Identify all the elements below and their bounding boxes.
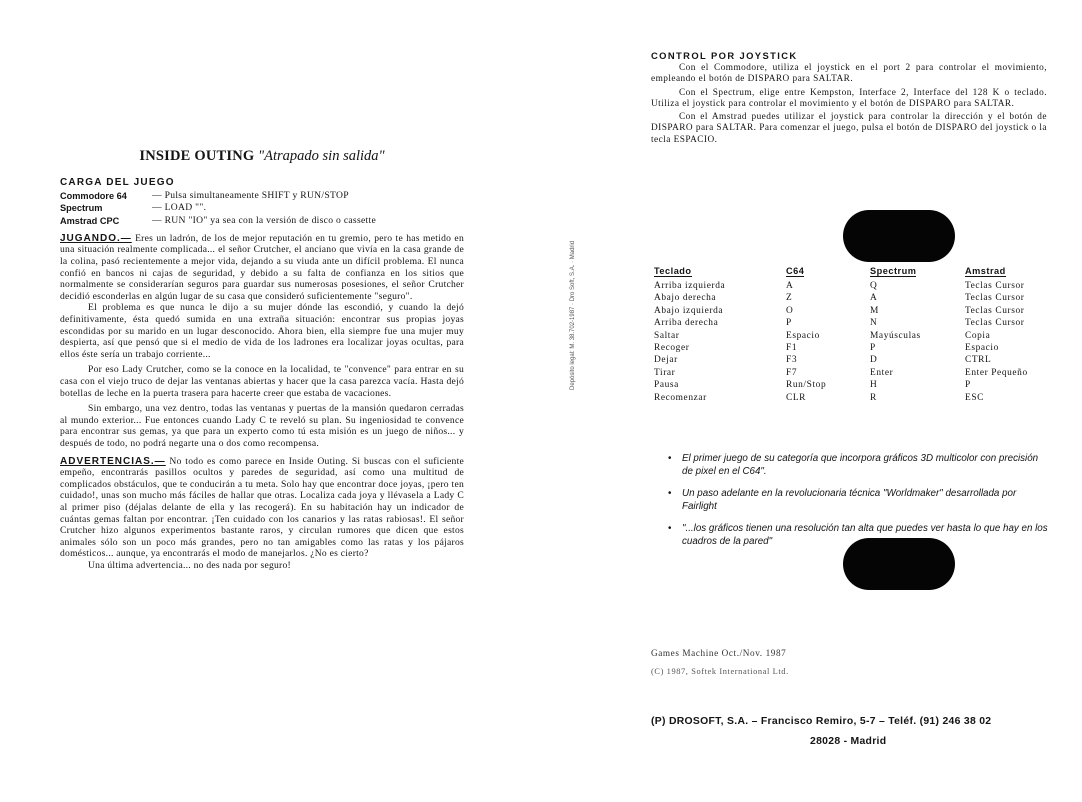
table-cell: Espacio [965, 343, 999, 354]
table-row [654, 354, 1050, 366]
table-cell: CLR [786, 392, 807, 403]
table-cell: F1 [786, 343, 798, 354]
table-cell: Espacio [786, 330, 820, 341]
loading-label: Commodore 64 [60, 191, 127, 201]
playing-text: Eres un ladrón, de los de mejor reputación en tu gremio, pero te has metido en una situación realmente complicada... el señor Crutcher, el anciano que vivía en la casa grande de la colina, pasó recientemente a mejor vida, dejando a su viuda ante un difícil problema. El nunca confió en bancos ni cajas de seguridad, y debido a su falta de confianza en los sitios que normalmente se considerarían seguros para guardar sus numerosas posesiones, el señor Crutcher decidió esconderlas en algún lugar de su casa que consideró suficientemente "seguro". [60, 232, 464, 302]
table-cell: Enter [870, 367, 894, 378]
playing-paragraph-1 [60, 233, 464, 303]
spine-text: Depósito legal: M. 38.702-1987 · Dro Soft, S.A. · Madrid [570, 240, 576, 390]
table-cell: R [870, 392, 877, 403]
publisher-city: 28028 - Madrid [810, 736, 887, 747]
playing-heading: JUGANDO.— [60, 232, 132, 244]
table-row [654, 292, 1050, 304]
table-cell: A [786, 281, 794, 291]
loading-label: Spectrum [60, 203, 103, 214]
loading-row-amstrad [60, 215, 464, 227]
quote-source: Games Machine Oct./Nov. 1987 [651, 648, 787, 658]
controls-header: Teclado [654, 266, 692, 276]
publisher-address: (P) DROSOFT, S.A. – Francisco Remiro, 5-7 – Teléf. (91) 246 38 02 [651, 716, 992, 727]
black-blob-bottom [843, 538, 955, 590]
table-cell: P [870, 343, 876, 354]
table-row [654, 379, 1050, 391]
table-cell: Teclas Cursor [965, 305, 1025, 316]
table-row [654, 392, 1050, 404]
table-cell: Recomenzar [654, 392, 707, 403]
table-cell: A [870, 293, 878, 304]
table-cell: Abajo derecha [654, 293, 717, 304]
table-cell: ESC [965, 392, 984, 403]
title-subtitle: "Atrapado sin salida" [258, 148, 385, 164]
table-cell: Teclas Cursor [965, 318, 1025, 329]
bullet-icon: • [668, 522, 672, 534]
quote-text: Un paso adelante en la revolucionaria técnica "Worldmaker" desarrollada por Fairlight [682, 487, 1017, 513]
table-cell: Pausa [654, 380, 679, 391]
table-cell: N [870, 318, 878, 329]
bullet-icon: • [668, 453, 672, 464]
table-cell: M [870, 305, 879, 316]
loading-row-spectrum [60, 202, 464, 214]
warnings-paragraph-2: Una última advertencia... no des nada por seguro! [88, 559, 291, 571]
table-cell: H [870, 380, 878, 391]
quote-text: El primer juego de su categoría que incorpora gráficos 3D multicolor con precisión de pixel en el C64". [682, 453, 1039, 478]
joystick-paragraph-spectrum: Con el Spectrum, elige entre Kempston, Interface 2, Interface del 128 K o teclado. Utiliza el joystick para controlar el movimiento y el botón de DISPARO para SALTAR. [651, 87, 1047, 109]
table-row [654, 342, 1050, 354]
table-cell: Teclas Cursor [965, 293, 1025, 304]
loading-value: — LOAD "". [152, 202, 207, 214]
table-row [654, 367, 1050, 379]
playing-paragraph-3: Por eso Lady Crutcher, como se la conoce en la localidad, te "convence" para entrar en su casa con el viejo truco de dejar las ventanas abiertas y hacer que la casa parezca vacía. Hasta dejó botellas de leche en la puerta trasera para hacerte creer que estaba de vacaciones. [60, 364, 464, 399]
joystick-heading: CONTROL POR JOYSTICK [651, 50, 798, 61]
table-cell: Arriba derecha [654, 318, 719, 329]
copyright: (C) 1987, Softek International Ltd. [651, 667, 789, 676]
table-cell: O [786, 305, 794, 316]
loading-heading: CARGA DEL JUEGO [60, 177, 175, 188]
table-cell: Abajo izquierda [654, 305, 724, 316]
table-row [654, 330, 1050, 342]
table-cell: Saltar [654, 330, 680, 341]
black-blob-top [843, 210, 955, 262]
table-cell: P [965, 380, 971, 391]
playing-paragraph-4: Sin embargo, una vez dentro, todas las ventanas y puertas de la mansión quedaron cerradas al mundo exterior... Fue entonces cuando Lady C te reveló su plan. Su ingeniosidad te convence para encontrar sus gemas, ya que para un experto como tú esta misión es un juego de niños... y después de todo, no podrá negarte una o dos como recompensa. [60, 403, 464, 449]
controls-header-row [654, 266, 1050, 280]
game-title [60, 148, 464, 165]
bullet-icon: • [668, 487, 672, 499]
table-cell: D [870, 355, 878, 366]
joystick-paragraph-c64: Con el Commodore, utiliza el joystick en el port 2 para controlar el movimiento, empleando el botón de DISPARO para SALTAR. [651, 63, 1047, 85]
warnings-heading: ADVERTENCIAS.— [60, 455, 166, 467]
title-main: INSIDE OUTING [139, 148, 255, 164]
controls-header: Spectrum [870, 266, 917, 276]
left-column [60, 148, 464, 572]
table-cell: F3 [786, 355, 798, 366]
warnings-text: No todo es como parece en Inside Outing. Si buscas con el suficiente empeño, encontrarás pasillos ocultos y paredes de seguridad, así como una multitud de complicados obstáculos, que te conducirán a tu meta. Solo hay que encontrar doce joyas, ¡pero ten cuidado!, unas son mucho más fáciles de hallar que otras. Localiza cada joya y llévasela a Lady C al primer piso (déjalas delante de ella y las recogerá). En su habitación hay un indicador de cuántas gemas faltan por encontrar. ¡Ten cuidado con los canarios y las ratas rabiosas!. El señor Crutcher hizo algunos experimentos bastante raros, y circulan rumores que dicen que estos animales sólo son un poco más grandes, pero no tan amigables como las ratas y los pájaros domésticos... aunque, ya encontrarás el modo de manejarlos. ¿No es cierto? [60, 455, 464, 560]
table-cell: Dejar [654, 355, 678, 366]
table-cell: Mayúsculas [870, 330, 921, 341]
playing-paragraph-2: El problema es que nunca le dijo a su mujer dónde las escondió, y cuando la dejó definitivamente, ésta quedó sumida en una extraña situación: encontrar sus propias joyas escondidas por su marido en un lugar desconocido. Ahora bien, ella siempre fue una mujer muy despierta, así que pensó que si el medio de vida de los ladrones era localizar joyas ocultas, para ellos éste sería un trabajo corriente... [60, 302, 464, 360]
loading-value: — Pulsa simultaneamente SHIFT y RUN/STOP [152, 190, 349, 201]
table-cell: F7 [786, 367, 798, 378]
quote-item [668, 452, 1050, 479]
table-cell: Tirar [654, 367, 676, 378]
table-cell: Enter Pequeño [965, 367, 1028, 378]
joystick-paragraph-amstrad: Con el Amstrad puedes utilizar el joystick para controlar la dirección y el botón de DISPARO para SALTAR. Para comenzar el juego, pulsa el botón de DISPARO del joystick o la tecla ESPACIO. [651, 112, 1047, 145]
table-cell: Teclas Cursor [965, 281, 1025, 291]
table-cell: Copia [965, 330, 991, 341]
warnings-paragraph-1 [60, 456, 464, 560]
loading-table [60, 190, 464, 227]
table-cell: Arriba izquierda [654, 281, 726, 291]
table-cell: CTRL [965, 355, 992, 366]
table-cell: Recoger [654, 343, 690, 354]
controls-header: Amstrad [965, 266, 1006, 276]
loading-row-c64 [60, 190, 464, 202]
controls-header: C64 [786, 266, 805, 276]
table-row [654, 280, 1050, 292]
table-cell: Z [786, 293, 793, 304]
table-row [654, 305, 1050, 317]
table-row [654, 317, 1050, 329]
joystick-section [651, 50, 1047, 146]
loading-label: Amstrad CPC [60, 215, 120, 226]
controls-table [654, 266, 1050, 404]
table-cell: Run/Stop [786, 380, 827, 391]
quote-text: "...los gráficos tienen una resolución tan alta que puedes ver hasta lo que hay en los cuadros de la pared" [682, 522, 1048, 548]
table-cell: Q [870, 281, 878, 291]
table-cell: P [786, 318, 792, 329]
loading-value: — RUN "IO" ya sea con la versión de disco o cassette [152, 214, 377, 226]
quote-item [668, 487, 1050, 514]
